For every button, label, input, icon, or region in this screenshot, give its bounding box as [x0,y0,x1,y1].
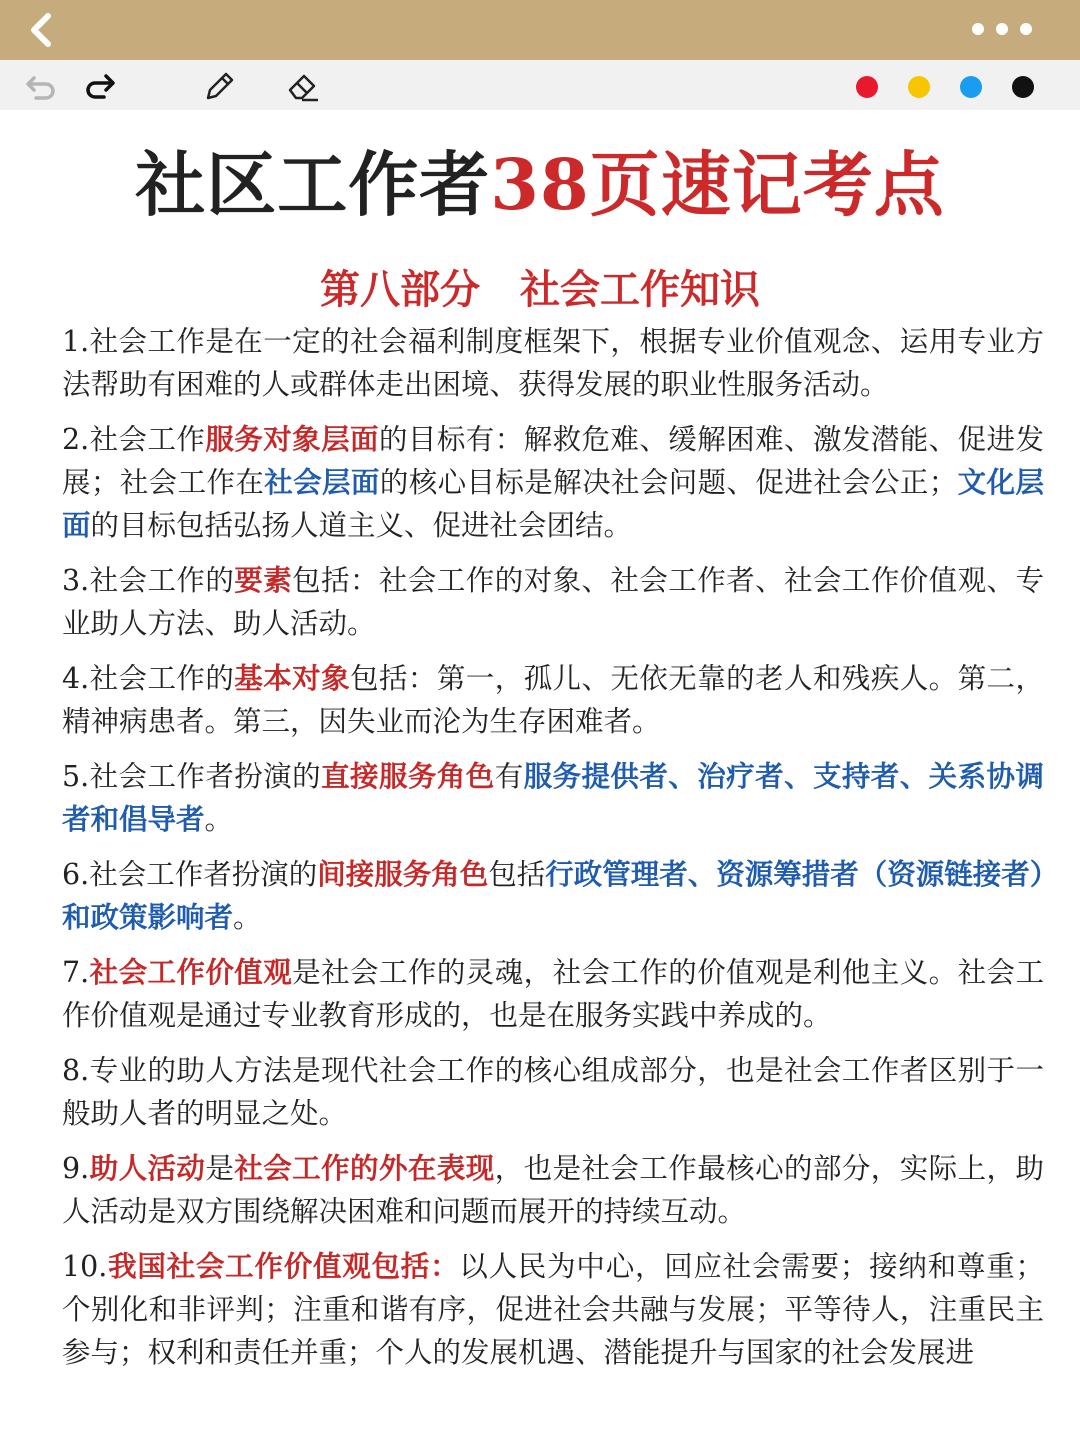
text-run: 10. [62,1250,108,1283]
text-run: 4.社会工作的 [62,662,235,695]
color-red-swatch[interactable] [856,76,878,98]
paragraph-1 [62,320,1044,406]
highlight-red: 直接服务角色 [321,759,495,793]
paragraph-4 [62,657,1044,743]
text-run: 8.专业的助人方法是现代社会工作的核心组成部分，也是社会工作者区别于一般助人者的明显之处。 [62,1054,1044,1130]
undo-icon[interactable] [24,68,60,104]
text-run: 3.社会工作的 [62,564,235,597]
paragraph-10 [62,1245,1044,1374]
chevron-left-icon[interactable] [22,10,62,50]
text-run: 2.社会工作 [62,423,206,456]
highlight-red: 间接服务角色 [317,857,489,891]
paragraph-3 [62,559,1044,645]
section-subtitle: 第八部分 社会工作知识 [320,266,760,313]
highlight-red: 基本对象 [234,661,351,695]
text-run: 的目标包括弘扬人道主义、促进社会团结。 [90,509,633,542]
paragraph-8 [62,1049,1044,1135]
text-run: 的目标有：解救危难、缓解困难、激发潜能、促进发展；社会工作在 [62,423,1044,499]
document-body [62,320,1044,1386]
text-run: 包括 [488,858,546,891]
highlight-blue: 文化层面 [62,465,1044,542]
highlight-blue: 行政管理者、资源筹措者（资源链接者）和政策影响者 [62,857,1044,934]
paragraph-2 [62,418,1044,547]
highlight-red: 服务对象层面 [205,422,379,456]
paragraph-6 [62,853,1044,939]
more-dots-icon[interactable] [970,17,1040,41]
highlight-blue: 社会层面 [264,465,380,499]
text-run: 的核心目标是解决社会问题、促进社会公正； [379,466,958,499]
top-bar [0,0,1080,60]
highlight-red: 社会工作的外在表现 [234,1151,495,1185]
text-run: 5.社会工作者扮演的 [62,760,322,793]
title-accent: 38页速记考点 [490,143,945,226]
text-run: 包括：社会工作的对象、社会工作者、社会工作价值观、专业助人方法、助人活动。 [62,564,1044,640]
color-yellow-swatch[interactable] [908,76,930,98]
highlight-red: 助人活动 [89,1151,206,1185]
text-run: 包括：第一，孤儿、无依无靠的老人和残疾人。第二，精神病患者。第三，因失业而沦为生存困难者。 [62,662,1044,738]
redo-icon[interactable] [82,68,118,104]
text-run: ，也是社会工作最核心的部分，实际上，助人活动是双方围绕解决困难和问题而展开的持续互动。 [62,1152,1044,1228]
page-title [0,140,1080,230]
highlight-red: 社会工作价值观 [89,955,293,989]
color-black-swatch[interactable] [1012,76,1034,98]
text-run: 。 [204,803,234,836]
text-run: 7. [62,956,90,989]
text-run: 6.社会工作者扮演的 [62,858,318,891]
paragraph-9 [62,1147,1044,1233]
color-blue-swatch[interactable] [960,76,982,98]
text-run: 9. [62,1152,90,1185]
paragraph-7 [62,951,1044,1037]
highlight-red: 我国社会工作价值观包括： [107,1249,460,1283]
text-run: 有 [494,760,524,793]
pencil-icon[interactable] [200,68,236,104]
paragraph-5 [62,755,1044,841]
highlight-red: 要素 [234,563,293,597]
highlight-blue: 服务提供者、治疗者、支持者、关系协调者和倡导者 [62,759,1044,836]
text-run: 以人民为中心，回应社会需要；接纳和尊重；个别化和非评判；注重和谐有序，促进社会共融与发展；平等待人，注重民主参与；权利和责任并重；个人的发展机遇、潜能提升与国家的社会发展进 [62,1250,1044,1369]
text-run: 。 [233,901,262,934]
text-run: 1.社会工作是在一定的社会福利制度框架下，根据专业价值观念、运用专业方法帮助有困难的人或群体走出困境、获得发展的职业性服务活动。 [62,325,1044,401]
text-run: 是社会工作的灵魂，社会工作的价值观是利他主义。社会工作价值观是通过专业教育形成的，也是在服务实践中养成的。 [62,956,1044,1032]
title-main: 社区工作者 [135,143,491,226]
text-run: 是 [205,1152,235,1185]
eraser-icon[interactable] [284,68,320,104]
